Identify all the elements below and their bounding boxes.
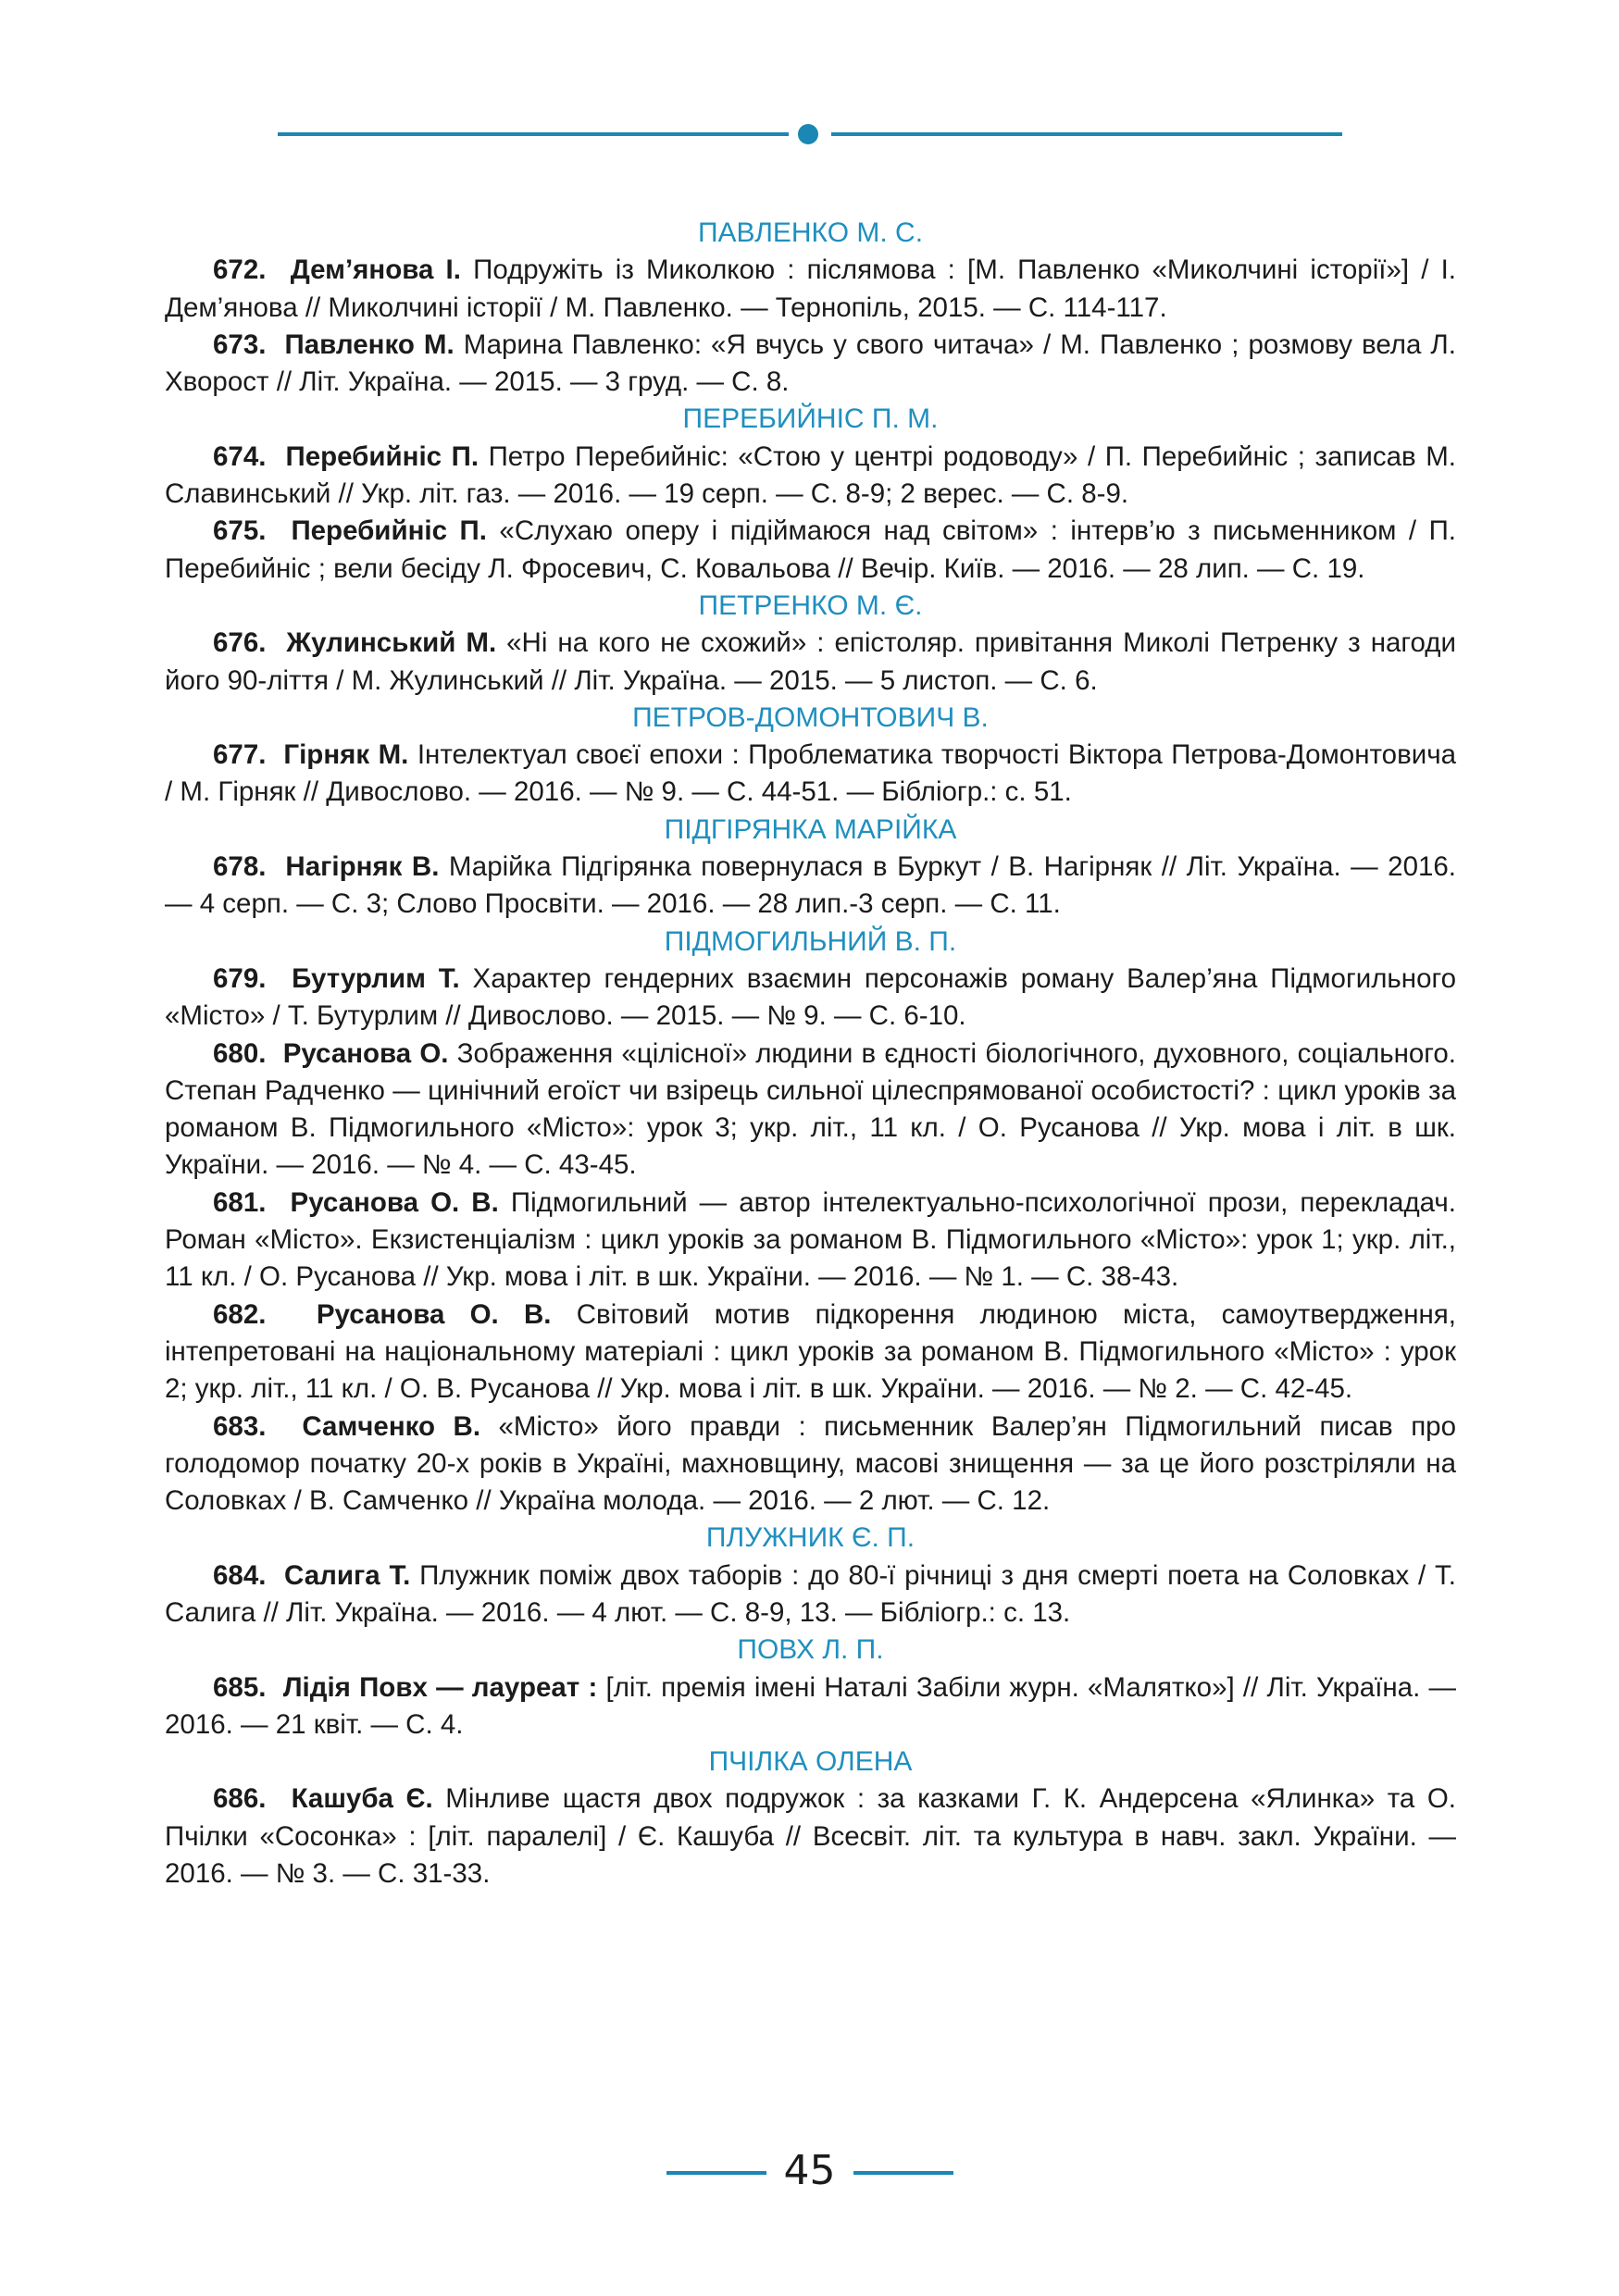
entry-description: «Ні на кого не схожий» : епістоляр. привітання Миколі Петренку з нагоди його 90-ліття / М. Жулинський // Літ. Україна. — 2015. — 5 листоп. — С. 6.: [165, 627, 1456, 696]
entry-description: Підмогильний — автор інтелектуально-психологічної прози, перекладач. Роман «Місто». Екзистенціалізм : цикл уроків за романом В. Підмогильного «Місто»: урок 1; укр. літ., 11 кл. / О. Русанова // Укр. мова і літ. в шк. України. — 2016. — № 1. — С. 38-43.: [165, 1186, 1456, 1293]
header-rule-left: [278, 132, 789, 136]
bibliography-entry: [165, 849, 1456, 924]
entry-description: Петро Перебийніс: «Стою у центрі родоводу» / П. Перебийніс ; записав М. Славинський // Укр. літ. газ. — 2016. — 19 серп. — С. 8-9; 2 верес. — С. 8-9.: [165, 441, 1456, 510]
entry-number: 673.: [213, 329, 267, 360]
section-heading: ПЕТРЕНКО М. Є.: [698, 590, 923, 621]
header-ornament: [278, 120, 1342, 148]
bibliography-entry: [165, 513, 1456, 588]
entry-number: 672.: [213, 254, 267, 286]
entry-description: Характер гендерних взаємин персонажів роману Валер’яна Підмогильного «Місто» / Т. Бутурлим // Дивослово. — 2015. — № 9. — С. 6-10.: [165, 962, 1456, 1032]
entry-number: 679.: [213, 962, 267, 994]
bibliography-entry: [165, 1409, 1456, 1520]
entry-description: Зображення «цілісної» людини в єдності біологічного, духовного, соціального. Степан Радченко — цинічний егоїст чи взірець сильної цілеспрямованої особистості? : цикл уроків за романом В. Підмогильного «Місто»: урок 3; укр. літ., 11 кл. / О. Русанова // Укр. мова і літ. в шк. України. — 2016. — № 4. — С. 43-45.: [165, 1037, 1456, 1181]
entry-number: 676.: [213, 627, 267, 659]
entry-description: Мінливе щастя двох подружок : за казками Г. К. Андерсена «Ялинка» та О. Пчілки «Сосонка» : [літ. паралелі] / Є. Кашуба // Всесвіт. літ. та культура в навч. закл. України. — 2016. — № 3. — С. 31-33.: [165, 1783, 1456, 1890]
bibliography-content: [165, 215, 1456, 1893]
bibliography-entry: [165, 961, 1456, 1036]
entry-author: Павленко М.: [284, 329, 455, 360]
entry-author: Жулинський М.: [286, 627, 497, 659]
entry-author: Самченко В.: [302, 1410, 481, 1442]
entry-number: 680.: [213, 1037, 267, 1069]
entry-description: Інтелектуал своєї епохи : Проблематика творчості Віктора Петрова-Домонтовича / М. Гірняк // Дивослово. — 2016. — № 9. — С. 44-51. — Бібліогр.: с. 51.: [165, 739, 1456, 808]
section-heading: ПІДГІРЯНКА МАРІЙКА: [664, 813, 957, 845]
entry-description: Світовий мотив підкорення людиною міста, самоутвердження, інтепретовані на національному матеріалі : цикл уроків за романом В. Підмогильного «Місто» : урок 2; укр. літ., 11 кл. / О. В. Русанова // Укр. мова і літ. в шк. України. — 2016. — № 2. — С. 42-45.: [165, 1298, 1456, 1405]
circle-dot-icon: [798, 124, 818, 144]
header-rule-right: [831, 132, 1342, 136]
entry-number: 678.: [213, 851, 267, 883]
section-heading: ПОВХ Л. П.: [737, 1634, 884, 1666]
page-footer: [0, 2145, 1619, 2197]
section-heading: ПАВЛЕНКО М. С.: [697, 217, 924, 248]
entry-description: Подружіть із Миколкою : післямова : [М. Павленко «Миколчині історії»] / І. Дем’янова // Миколчині історії / М. Павленко. — Тернопіль, 2015. — С. 114-117.: [165, 254, 1456, 323]
entry-author: Русанова О. В.: [316, 1298, 552, 1330]
bibliography-entry: [165, 1297, 1456, 1409]
bibliography-entry: [165, 1185, 1456, 1297]
entry-description: [літ. премія імені Наталі Забіли журн. «Малятко»] // Літ. Україна. — 2016. — 21 квіт. — С. 4.: [165, 1671, 1456, 1740]
bibliography-entry: [165, 737, 1456, 812]
entry-author: Русанова О. В.: [290, 1186, 499, 1218]
entry-number: 677.: [213, 739, 267, 771]
section-heading: ПІДМОГИЛЬНИЙ В. П.: [664, 925, 957, 957]
entry-author: Салига Т.: [284, 1559, 411, 1591]
entry-author: Дем’янова І.: [290, 254, 461, 286]
entry-description: Марина Павленко: «Я вчусь у свого читача» / М. Павленко ; розмову вела Л. Хворост // Літ. Україна. — 2015. — 3 груд. — С. 8.: [165, 329, 1456, 398]
entry-number: 683.: [213, 1410, 267, 1442]
entry-number: 686.: [213, 1783, 267, 1815]
bibliography-entry: [165, 625, 1456, 700]
entry-number: 674.: [213, 441, 267, 472]
entry-number: 681.: [213, 1186, 267, 1218]
entry-author: Гірняк М.: [283, 739, 409, 771]
entry-author: Бутурлим Т.: [292, 962, 460, 994]
bibliography-entry: [165, 439, 1456, 514]
section-heading: ПЕТРОВ-ДОМОНТОВИЧ В.: [632, 701, 989, 733]
footer-rule-right: [853, 2171, 953, 2175]
entry-author: Кашуба Є.: [291, 1783, 433, 1815]
entry-author: Лідія Повх — лауреат :: [282, 1671, 598, 1703]
bibliography-entry: [165, 1036, 1456, 1185]
entry-author: Перебийніс П.: [285, 441, 479, 472]
entry-number: 675.: [213, 515, 267, 547]
section-heading: ПЧІЛКА ОЛЕНА: [708, 1746, 913, 1778]
bibliography-entry: [165, 327, 1456, 402]
entry-author: Русанова О.: [282, 1037, 449, 1069]
entry-description: Марійка Підгірянка повернулася в Буркут / В. Нагірняк // Літ. Україна. — 2016. — 4 серп. — С. 3; Слово Просвіти. — 2016. — 28 лип.-3 серп. — С. 11.: [165, 851, 1456, 920]
entry-description: «Слухаю оперу і підіймаюся над світом» : інтерв’ю з письменником / П. Перебийніс ; вели бесіду Л. Фросевич, С. Ковальова // Вечір. Київ. — 2016. — 28 лип. — С. 19.: [165, 515, 1456, 584]
entry-author: Перебийніс П.: [291, 515, 487, 547]
section-heading: ПЕРЕБИЙНІС П. М.: [682, 403, 939, 435]
entry-author: Нагірняк В.: [285, 851, 440, 883]
bibliography-entry: [165, 1781, 1456, 1893]
entry-number: 685.: [213, 1671, 267, 1703]
entry-description: «Місто» його правди : письменник Валер’ян Підмогильний писав про голодомор початку 20-х років в Україні, махновщину, масові знищення — за це його розстріляли на Соловках / В. Самченко // Україна молода. — 2016. — 2 лют. — С. 12.: [165, 1410, 1456, 1517]
bibliography-entry: [165, 252, 1456, 327]
entry-description: Плужник поміж двох таборів : до 80-ї річниці з дня смерті поета на Соловках / Т. Салига // Літ. Україна. — 2016. — 4 лют. — С. 8-9, 13. — Бібліогр.: с. 13.: [165, 1559, 1456, 1628]
entry-number: 682.: [213, 1298, 267, 1330]
bibliography-entry: [165, 1558, 1456, 1632]
entry-number: 684.: [213, 1559, 267, 1591]
page-number: 45: [783, 2147, 836, 2194]
section-heading: ПЛУЖНИК Є. П.: [705, 1522, 915, 1554]
bibliography-entry: [165, 1669, 1456, 1744]
